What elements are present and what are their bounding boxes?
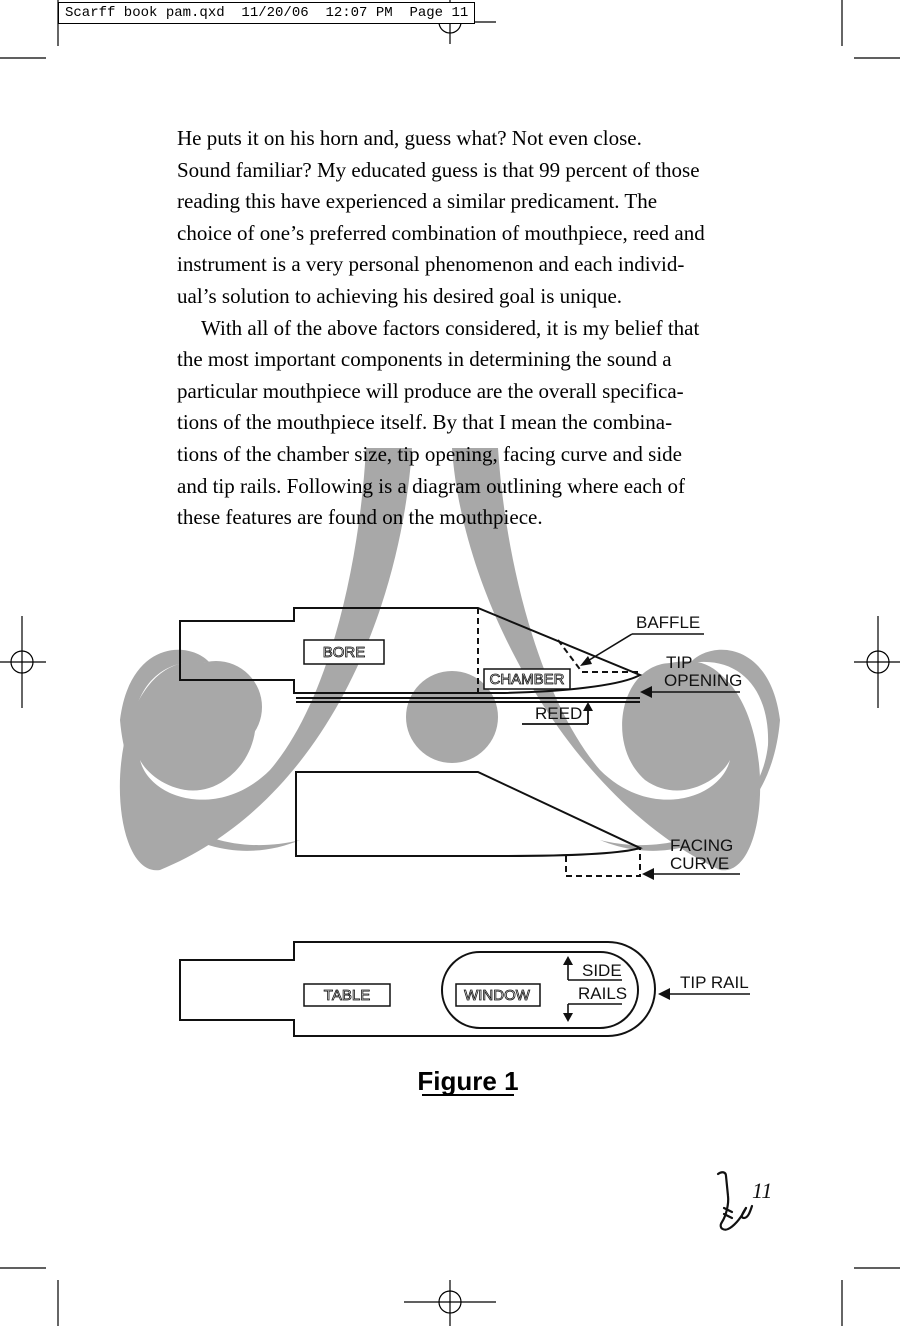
baffle-arrowhead xyxy=(580,656,592,666)
table-label: TABLE xyxy=(323,987,371,1004)
body-line: With all of the above factors considered, it is my belief that xyxy=(201,315,700,340)
body-line: tions of the mouthpiece itself. By that I mean the combina- xyxy=(177,410,673,435)
facing-curve-label-line2: CURVE xyxy=(670,854,730,873)
tip-opening-arrowhead xyxy=(640,686,652,698)
reed-arrowhead xyxy=(583,702,593,711)
reed-label: REED xyxy=(535,704,583,723)
body-line: these features are found on the mouthpiece. xyxy=(177,505,543,530)
side-rails-arrowhead-up xyxy=(563,956,573,965)
saxophone-icon xyxy=(718,1172,752,1229)
side-rails-label-line2: RAILS xyxy=(578,984,628,1003)
body-line: He puts it on his horn and, guess what? Not even close. xyxy=(177,126,642,150)
body-line: Sound familiar? My educated guess is that 99 percent of those xyxy=(177,157,700,182)
body-line: choice of one’s preferred combination of mouthpiece, reed and xyxy=(177,220,705,245)
print-slug: Scarff book pam.qxd 11/20/06 12:07 PM Page 11 xyxy=(58,2,475,24)
tip-opening-label-line2: OPENING xyxy=(664,671,743,690)
tip-rail-arrowhead xyxy=(658,988,670,1000)
facing-curve-arrowhead xyxy=(642,868,654,880)
figure-caption: Figure 1 xyxy=(417,1066,519,1096)
chamber-label: CHAMBER xyxy=(489,671,565,688)
side-view xyxy=(180,608,640,702)
baffle-label: BAFFLE xyxy=(636,613,701,632)
facing-view xyxy=(296,772,640,876)
body-line: and tip rails. Following is a diagram outlining where each of xyxy=(177,473,685,498)
body-line: tions of the chamber size, tip opening, facing curve and side xyxy=(177,441,683,466)
tip-opening-label-line1: TIP xyxy=(666,653,693,672)
bore-label: BORE xyxy=(322,644,366,661)
body-line: instrument is a very personal phenomenon and each individ- xyxy=(177,252,685,277)
page-number: 11 xyxy=(752,1178,773,1203)
facing-curve-label-line1: FACING xyxy=(670,836,734,855)
side-rails-arrowhead-down xyxy=(563,1013,573,1022)
side-rails-label-line1: SIDE xyxy=(582,961,622,980)
window-label: WINDOW xyxy=(464,987,530,1004)
body-line: particular mouthpiece will produce are the overall specifica- xyxy=(177,378,684,403)
tip-rail-label: TIP RAIL xyxy=(680,973,749,992)
body-line: the most important components in determining the sound a xyxy=(177,347,672,372)
folio xyxy=(712,1168,782,1238)
body-line: reading this have experienced a similar predicament. The xyxy=(177,189,658,214)
body-line: ual’s solution to achieving his desired goal is unique. xyxy=(177,283,623,308)
